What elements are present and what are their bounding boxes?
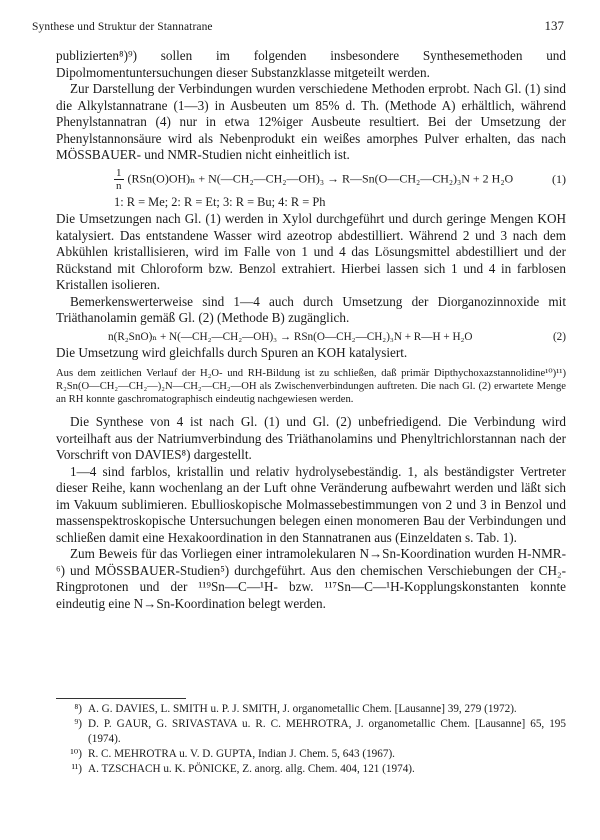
fraction-numerator: 1: [116, 166, 122, 179]
footnote-11: [56, 762, 566, 777]
page-header: [32, 18, 564, 34]
article-body: [56, 48, 566, 612]
equation-1-text: (RSn(O)OH)ₙ + N(—CH₂—CH₂—OH)₃ → R—Sn(O—CH₂—CH₂)₃N + 2 H₂O: [127, 170, 514, 185]
equation-2-text: n(R₂SnO)ₙ + N(—CH₂—CH₂—OH)₃ → RSn(O—CH₂—CH₂)₃N + R—H + H₂O: [108, 330, 473, 343]
fraction-denominator: n: [116, 179, 122, 192]
paragraph-koh: Die Umsetzung wird gleichfalls durch Spuren an KOH katalysiert.: [56, 345, 408, 360]
footnotes: [56, 698, 566, 777]
footnote-rule: [56, 698, 186, 699]
footnote-text: A. TZSCHACH u. K. PÖNICKE, Z. anorg. allg. Chem. 404, 121 (1974).: [88, 763, 415, 775]
footnote-text: A. G. DAVIES, L. SMITH u. P. J. SMITH, J. organometallic Chem. [Lausanne] 39, 279 (1972).: [88, 703, 517, 715]
running-head: Synthese und Struktur der Stannatrane: [32, 21, 213, 33]
footnote-mark: ¹¹): [71, 763, 82, 775]
paragraph-methods: Zur Darstellung der Verbindungen wurden verschiedene Methoden erprobt. Nach Gl. (1) sind die Alkylstannatrane (1—3) in Ausbeuten um 85% d. Th. (Methode A) erhältlich, während Phenylstannatran (4) nur in etwa 12%iger Ausbeute resultiert. Bei der Umsetzung der Phenylstannonsäure wird als Nebenprodukt ein weißes amorphes Pulver erhalten, das nach MÖSSBAUER- und NMR-Studien nicht einheitlich ist.: [56, 81, 566, 162]
footnote-9: [56, 717, 566, 747]
paragraph-synthesis-4: Die Synthese von 4 ist nach Gl. (1) und Gl. (2) unbefriedigend. Die Verbindung wird vorteilhaft aus der Natriumverbindung des Triäthanolamins und Phenyltrichlorstannan nach der Vorschrift von DAVIES⁸) dargestellt.: [56, 414, 566, 463]
page-number: 137: [544, 18, 564, 33]
footnote-text: D. P. GAUR, G. SRIVASTAVA u. R. C. MEHROTRA, J. organometallic Chem. [Lausanne] 65, 195 (1974).: [88, 718, 566, 745]
small-print-note: Aus dem zeitlichen Verlauf der H₂O- und RH-Bildung ist zu schließen, daß primär Dipthychoxazstannolidine¹⁰)¹¹) R₂Sn(O—CH₂—CH₂—)₂N—CH₂—CH₂—OH als Zwischenverbindungen auftreten. Die nach Gl. (2) erwartete Menge an RH konnte gaschromatographisch eindeutig nachgewiesen werden.: [56, 367, 566, 405]
footnote-10: [56, 747, 566, 762]
footnote-mark: ⁸): [74, 703, 82, 715]
paragraph-intro: publizierten⁸)⁹) sollen im folgenden insbesondere Synthesemethoden und Dipolmomentuntersuchungen dieser Substanzklasse mitgeteilt werden.: [56, 48, 566, 80]
paragraph-method-b: Bemerkenswerterweise sind 1—4 auch durch Umsetzung der Diorganozinnoxide mit Triäthanolamin gemäß Gl. (2) (Methode B) zugänglich.: [56, 293, 566, 325]
compound-definitions: 1: R = Me; 2: R = Et; 3: R = Bu; 4: R = Ph: [114, 194, 326, 209]
equation-1-fraction: [114, 167, 124, 192]
equation-2-number: (2): [552, 330, 566, 343]
paragraph-xylol: Die Umsetzungen nach Gl. (1) werden in Xylol durchgeführt und durch geringe Mengen KOH katalysiert. Das entstandene Wasser wird azeotrop abdestilliert. Während 2 und 3 nach dem Abkühlen kristallisieren, wird im Falle von 1 und 4 das Lösungsmittel abdestilliert und der Rückstand mit Chloroform bzw. Benzol extrahiert. Hierbei lassen sich 1 und 4 in farblosen Kristallen isolieren.: [56, 211, 566, 292]
paragraph-coordination: Zum Beweis für das Vorliegen einer intramolekularen N→Sn-Koordination wurden H-NMR-⁶) und MÖSSBAUER-Studien⁵) durchgeführt. Aus den chemischen Verschiebungen der CH₂-Ringprotonen und der ¹¹⁹Sn—C—¹H- bzw. ¹¹⁷Sn—C—¹H-Kopplungskonstanten konnte eindeutig eine N→Sn-Koordination belegt werden.: [56, 546, 566, 611]
footnote-mark: ¹⁰): [70, 748, 82, 760]
paragraph-properties: 1—4 sind farblos, kristallin und relativ hydrolysebeständig. 1, als beständigster Vertreter dieser Reihe, kann wochenlang an der Luft ohne Veränderung aufbewahrt werden und läßt sich im Vakuum sublimieren. Ebullioskopische Molmassebestimmungen von 2 und 3 in Benzol und massenspektroskopische Untersuchungen belegen einen monomeren Bau der Verbindungen und schließen damit eine Hexakoordination in den Stannatranen aus (Einzeldaten s. Tab. 1).: [56, 463, 566, 545]
footnote-text: R. C. MEHROTRA u. V. D. GUPTA, Indian J. Chem. 5, 643 (1967).: [88, 748, 395, 760]
equation-2: [56, 329, 566, 346]
footnote-mark: ⁹): [74, 718, 82, 730]
footnote-8: [56, 702, 566, 717]
equation-1: [56, 167, 566, 192]
equation-1-body: [114, 167, 513, 192]
equation-1-number: (1): [552, 171, 566, 186]
